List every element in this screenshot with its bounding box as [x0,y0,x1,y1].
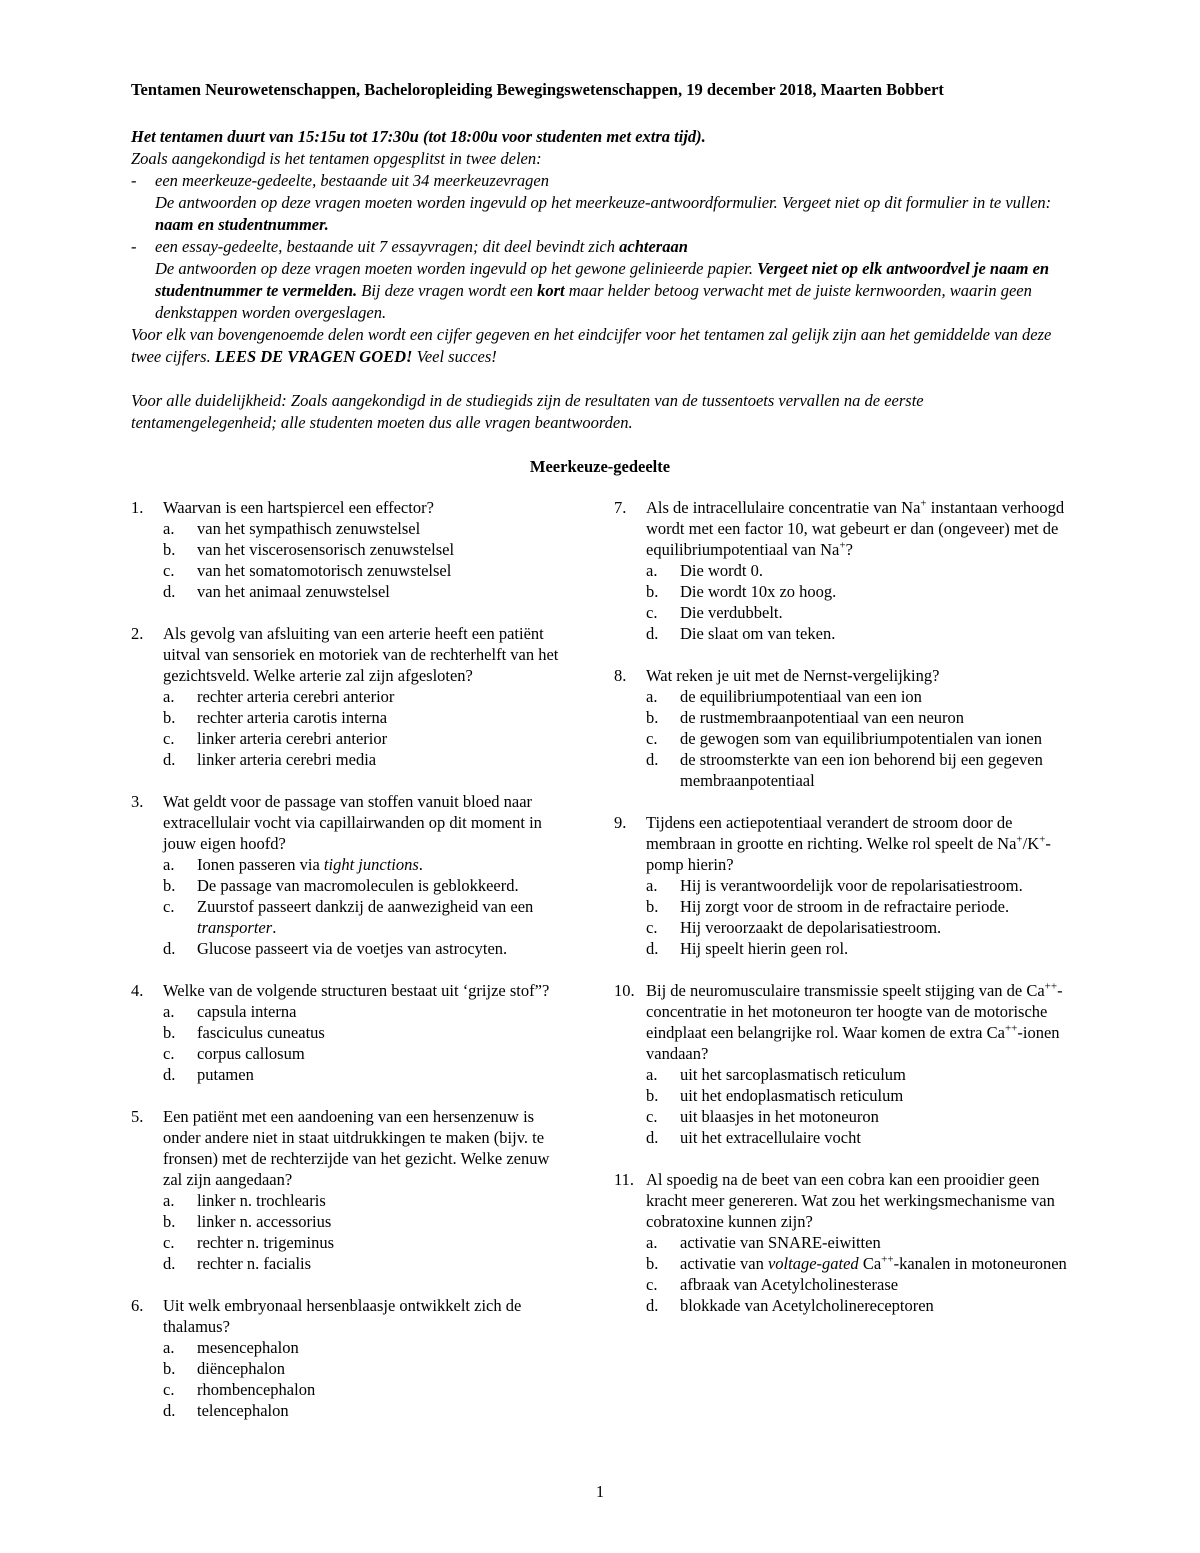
question-text: Al spoedig na de beet van een cobra kan een prooidier geen kracht meer genereren. Wat zou het werkingsmechanisme van cobratoxine kunnen zijn? [646,1170,1055,1231]
option-a: a. Hij is verantwoordelijk voor de repolarisatiestroom. [646,876,1023,895]
option-d: d. van het animaal zenuwstelsel [163,582,390,601]
option-c: c. afbraak van Acetylcholinesterase [646,1275,899,1294]
option-b: b. Hij zorgt voor de stroom in de refractaire periode. [646,897,1010,916]
option-c: c. Hij veroorzaakt de depolarisatiestroom. [646,918,942,937]
option-b: b. rechter arteria carotis interna [163,708,388,727]
option-a: a. de equilibriumpotentiaal van een ion [646,687,922,706]
exam-title: Tentamen Neurowetenschappen, Bacheloropleiding Bewegingswetenschappen, 19 december 2018, Maarten Bobbert [131,80,944,99]
question-text: Waarvan is een hartspiercel een effector? [163,498,434,517]
option-b: b. fasciculus cuneatus [163,1023,325,1042]
option-d: d. de stroomsterkte van een ion behorend bij een gegeven membraanpotentiaal [646,750,1043,790]
option-d: d. telencephalon [163,1401,289,1420]
section-heading: Meerkeuze-gedeelte [529,457,671,476]
question-text: Als de intracellulaire concentratie van Na+ instantaan verhoogd wordt met een factor 10, wat gebeurt er dan (ongeveer) met de equilibriumpotentiaal van Na+? [646,497,1065,559]
bullet-dash: - [131,171,137,190]
option-a: a. Die wordt 0. [646,561,763,580]
option-b: b. linker n. accessorius [163,1212,332,1231]
option-d: d. uit het extracellulaire vocht [646,1128,861,1147]
option-a: a. rechter arteria cerebri anterior [163,687,395,706]
option-c: c. linker arteria cerebri anterior [163,729,388,748]
page-number: 1 [595,1482,605,1501]
option-d: d. putamen [163,1065,254,1084]
part1-line: een meerkeuze-gedeelte, bestaande uit 34 meerkeuzevragen [155,171,549,190]
option-c: c. de gewogen som van equilibriumpotentialen van ionen [646,729,1042,748]
grade-line: Voor elk van bovengenoemde delen wordt een cijfer gegeven en het eindcijfer voor het tentamen zal gelijk zijn aan het gemiddelde van deze twee cijfers. LEES DE VRAGEN GOED! Veel succes! [131,325,1052,366]
option-a: a. linker n. trochlearis [163,1191,326,1210]
question-9: 9. Tijdens een actiepotentiaal verandert de stroom door de membraan in grootte en richting. Welke rol speelt de Na+/K+-pomp hierin? a. Hij is verantwoordelijk voor de repolarisatiestroom. b. Hij zorgt voor de stroom in de refractaire periode. c. Hij veroorzaakt de depolarisatiestroom. d. Hij speelt hierin geen rol. [614,812,1069,959]
part2-detail: De antwoorden op deze vragen moeten worden ingevuld op het gewone gelinieerde papier. Vergeet niet op elk antwoordvel je naam en studentnummer te vermelden. Bij deze vragen wordt een kort maar helder betoog verwacht met de juiste kernwoorden, waarin geen denkstappen worden overgeslagen. [155,259,1050,322]
option-a: a. capsula interna [163,1002,297,1021]
option-b: b. activatie van voltage-gated Ca++-kanalen in motoneuronen [646,1253,1067,1273]
option-d: d. rechter n. facialis [163,1254,312,1273]
question-text: Als gevolg van afsluiting van een arterie heeft een patiënt uitval van sensoriek en motoriek van de rechterhelft van het gezichtsveld. Welke arterie zal zijn afgesloten? [163,624,559,685]
option-c: c. van het somatomotorisch zenuwstelsel [163,561,452,580]
option-b: b. De passage van macromoleculen is geblokkeerd. [163,876,519,895]
question-text: Bij de neuromusculaire transmissie speelt stijging van de Ca++-concentratie in het motoneuron ter hoogte van de motorische eindplaat een belangrijke rol. Waar komen de extra Ca++-ionen vandaan? [646,980,1063,1063]
part2-line: een essay-gedeelte, bestaande uit 7 essayvragen; dit deel bevindt zich achteraan [155,237,688,256]
part1-item [131,170,1071,192]
exam-instructions [131,126,1071,434]
option-d: d. Die slaat om van teken. [646,624,836,643]
option-a: a. mesencephalon [163,1338,299,1357]
option-b: b. Die wordt 10x zo hoog. [646,582,837,601]
bullet-dash: - [131,237,137,256]
question-text: Wat reken je uit met de Nernst-vergelijking? [646,666,940,685]
option-d: d. Hij speelt hierin geen rol. [646,939,849,958]
option-d: d. linker arteria cerebri media [163,750,377,769]
option-c: c. Zuurstof passeert dankzij de aanwezigheid van een transporter. [163,897,534,937]
option-b: b. de rustmembraanpotentiaal van een neuron [646,708,965,727]
option-c: c. Die verdubbelt. [646,603,783,622]
option-c: c. rechter n. trigeminus [163,1233,334,1252]
question-text: Tijdens een actiepotentiaal verandert de stroom door de membraan in grootte en richting. Welke rol speelt de Na+/K+-pomp hierin? [646,813,1051,874]
question-text: Een patiënt met een aandoening van een hersenzenuw is onder andere niet in staat uitdrukkingen te maken (bijv. te fronsen) met de rechterzijde van het gezicht. Welke zenuw zal zijn aangedaan? [163,1107,550,1189]
questions-right-column [614,497,1069,1337]
option-b: b. uit het endoplasmatisch reticulum [646,1086,904,1105]
option-c: c. rhombencephalon [163,1380,316,1399]
split-line: Zoals aangekondigd is het tentamen opgesplitst in twee delen: [131,149,542,168]
option-a: a. van het sympathisch zenuwstelsel [163,519,421,538]
question-8: 8. Wat reken je uit met de Nernst-vergelijking? a. de equilibriumpotentiaal van een ion b. de rustmembraanpotentiaal van een neuron c. de gewogen som van equilibriumpotentialen van ionen d. de stroomsterkte van een ion behorend bij een gegeven membraanpotentiaal [614,665,1069,791]
question-text: Uit welk embryonaal hersenblaasje ontwikkelt zich de thalamus? [163,1296,522,1336]
part1-detail: De antwoorden op deze vragen moeten worden ingevuld op het meerkeuze-antwoordformulier. Vergeet niet op dit formulier in te vullen: naam en studentnummer. [155,193,1052,234]
clarity-note: Voor alle duidelijkheid: Zoals aangekondigd in de studiegids zijn de resultaten van de tussentoets vervallen na de eerste tentamengelegenheid; alle studenten moeten dus alle vragen beantwoorden. [131,391,924,432]
question-10: 10. Bij de neuromusculaire transmissie speelt stijging van de Ca++-concentratie in het motoneuron ter hoogte van de motorische eindplaat een belangrijke rol. Waar komen de extra Ca++-ionen vandaan? a. uit het sarcoplasmatisch reticulum b. uit het endoplasmatisch reticulum c. uit blaasjes in het motoneuron d. uit het extracellulaire vocht [614,980,1069,1148]
part2-item [131,236,1071,258]
question-1: 1. Waarvan is een hartspiercel een effector? a. van het sympathisch zenuwstelsel b. van het viscerosensorisch zenuwstelsel c. van het somatomotorisch zenuwstelsel d. van het animaal zenuwstelsel [131,497,571,602]
question-3: 3. Wat geldt voor de passage van stoffen vanuit bloed naar extracellulair vocht via capillairwanden op dit moment in jouw eigen hoofd? a. Ionen passeren via tight junctions. b. De passage van macromoleculen is geblokkeerd. c. Zuurstof passeert dankzij de aanwezigheid van een transporter. d. Glucose passeert via de voetjes van astrocyten. [131,791,571,959]
question-text: Wat geldt voor de passage van stoffen vanuit bloed naar extracellulair vocht via capillairwanden op dit moment in jouw eigen hoofd? [163,792,542,853]
option-d: d. blokkade van Acetylcholinereceptoren [646,1296,934,1315]
questions-left-column [131,497,571,1442]
option-a: a. uit het sarcoplasmatisch reticulum [646,1065,906,1084]
option-c: c. corpus callosum [163,1044,305,1063]
duration-line: Het tentamen duurt van 15:15u tot 17:30u (tot 18:00u voor studenten met extra tijd). [131,127,706,146]
question-text: Welke van de volgende structuren bestaat uit ‘grijze stof”? [163,981,550,1000]
option-d: d. Glucose passeert via de voetjes van astrocyten. [163,939,508,958]
option-a: a. Ionen passeren via tight junctions. [163,855,423,874]
question-6: 6. Uit welk embryonaal hersenblaasje ontwikkelt zich de thalamus? a. mesencephalon b. diëncephalon c. rhombencephalon d. telencephalon [131,1295,571,1421]
question-5: 5. Een patiënt met een aandoening van een hersenzenuw is onder andere niet in staat uitdrukkingen te maken (bijv. te fronsen) met de rechterzijde van het gezicht. Welke zenuw zal zijn aangedaan? a. linker n. trochlearis b. linker n. accessorius c. rechter n. trigeminus d. rechter n. facialis [131,1106,571,1274]
option-b: b. diëncephalon [163,1359,285,1378]
question-11: 11. Al spoedig na de beet van een cobra kan een prooidier geen kracht meer genereren. Wat zou het werkingsmechanisme van cobratoxine kunnen zijn? a. activatie van SNARE-eiwitten b. activatie van voltage-gated Ca++-kanalen in motoneuronen c. afbraak van Acetylcholinesterase d. blokkade van Acetylcholinereceptoren [614,1169,1069,1316]
option-c: c. uit blaasjes in het motoneuron [646,1107,879,1126]
option-b: b. van het viscerosensorisch zenuwstelsel [163,540,455,559]
question-4: 4. Welke van de volgende structuren bestaat uit ‘grijze stof”? a. capsula interna b. fasciculus cuneatus c. corpus callosum d. putamen [131,980,571,1085]
option-a: a. activatie van SNARE-eiwitten [646,1233,881,1252]
question-2: 2. Als gevolg van afsluiting van een arterie heeft een patiënt uitval van sensoriek en motoriek van de rechterhelft van het gezichtsveld. Welke arterie zal zijn afgesloten? a. rechter arteria cerebri anterior b. rechter arteria carotis interna c. linker arteria cerebri anterior d. linker arteria cerebri media [131,623,571,770]
question-7: 7. Als de intracellulaire concentratie van Na+ instantaan verhoogd wordt met een factor 10, wat gebeurt er dan (ongeveer) met de equilibriumpotentiaal van Na+? a. Die wordt 0. b. Die wordt 10x zo hoog. c. Die verdubbelt. d. Die slaat om van teken. [614,497,1069,644]
